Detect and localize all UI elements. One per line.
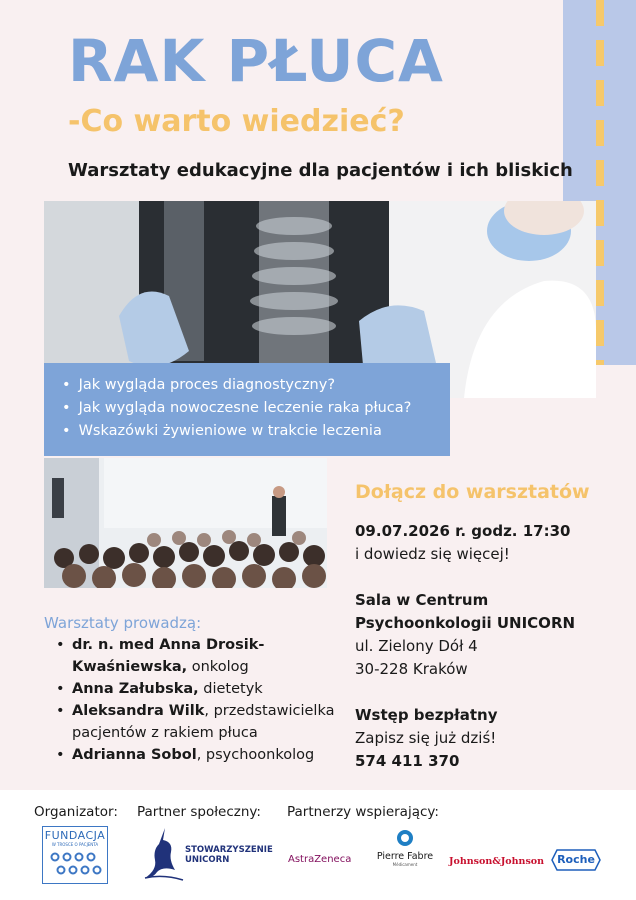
fundacja-logo-sub: W TROSCE O PACJENTA (51, 842, 99, 847)
leader-name: Adrianna Sobol (72, 747, 197, 763)
venue-line1: Sala w Centrum (355, 591, 489, 609)
topic-item: • Wskazówki żywieniowe w trakcie leczenia (62, 420, 434, 443)
pierre-fabre-name: Pierre Fabre (376, 851, 434, 862)
event-info (355, 520, 575, 773)
venue-city: 30-228 Kraków (355, 660, 468, 678)
leader-name: Anna Załubska, (72, 681, 199, 697)
unicorn-logo-line2: UNICORN (185, 855, 230, 865)
pierre-fabre-sub: Médicament (392, 862, 418, 867)
jnj-logo: Johnson&Johnson (449, 856, 545, 867)
leader-role: onkolog (191, 659, 249, 675)
phone-number[interactable]: 574 411 370 (355, 752, 460, 770)
roche-logo (551, 849, 601, 871)
fundacja-logo (42, 826, 108, 884)
topics-box (44, 363, 450, 456)
leaders-heading: Warsztaty prowadzą: (44, 614, 202, 632)
social-partner-label: Partner społeczny: (137, 804, 261, 820)
leader-role: , przedstawicielka pacjentów z rakiem płuca (72, 703, 335, 741)
audience-photo (44, 458, 327, 588)
topics-list (62, 374, 434, 443)
leader-role: , psychoonkolog (196, 747, 315, 763)
roche-logo-text: Roche (557, 853, 595, 866)
signup-info: Zapisz się już dziś! (355, 729, 497, 747)
people-icon (46, 849, 104, 879)
partners-footer (0, 790, 636, 900)
leaders-list (56, 634, 346, 766)
unicorn-logo-line1: STOWARZYSZENIE (185, 845, 273, 855)
leader-name: Aleksandra Wilk (72, 703, 205, 719)
event-datetime: 09.07.2026 r. godz. 17:30 (355, 522, 571, 540)
fundacja-logo-name: FUNDACJA (44, 829, 106, 842)
leader-item (56, 634, 346, 678)
leader-item (56, 678, 346, 700)
page-subtitle: -Co warto wiedzieć? (68, 104, 405, 139)
leader-item (56, 700, 346, 744)
topic-item: • Jak wygląda nowoczesne leczenie raka płuca? (62, 397, 434, 420)
unicorn-icon (143, 826, 185, 882)
audience-photo-illustration (44, 458, 327, 588)
decorative-dashes (596, 0, 604, 365)
page-title: RAK PŁUCA (68, 27, 444, 95)
venue-line2: Psychoonkologii UNICORN (355, 614, 576, 632)
unicorn-logo (143, 826, 273, 882)
pierre-fabre-icon (397, 830, 413, 846)
astrazeneca-logo: AstraZeneca (288, 854, 352, 865)
leader-item (56, 744, 346, 766)
topic-item: • Jak wygląda proces diagnostyczny? (62, 374, 434, 397)
event-datetime-note: i dowiedz się więcej! (355, 545, 510, 563)
leader-role: dietetyk (203, 681, 263, 697)
entry-info: Wstęp bezpłatny (355, 706, 498, 724)
pierre-fabre-logo (370, 830, 440, 867)
organizer-label: Organizator: (34, 804, 118, 820)
venue-street: ul. Zielony Dół 4 (355, 637, 478, 655)
leader-name: dr. n. med Anna Drosik-Kwaśniewska, (72, 637, 265, 675)
supporting-partners-label: Partnerzy wspierający: (287, 804, 439, 820)
tagline: Warsztaty edukacyjne dla pacjentów i ich bliskich (68, 160, 573, 181)
join-heading: Dołącz do warsztatów (355, 481, 590, 503)
